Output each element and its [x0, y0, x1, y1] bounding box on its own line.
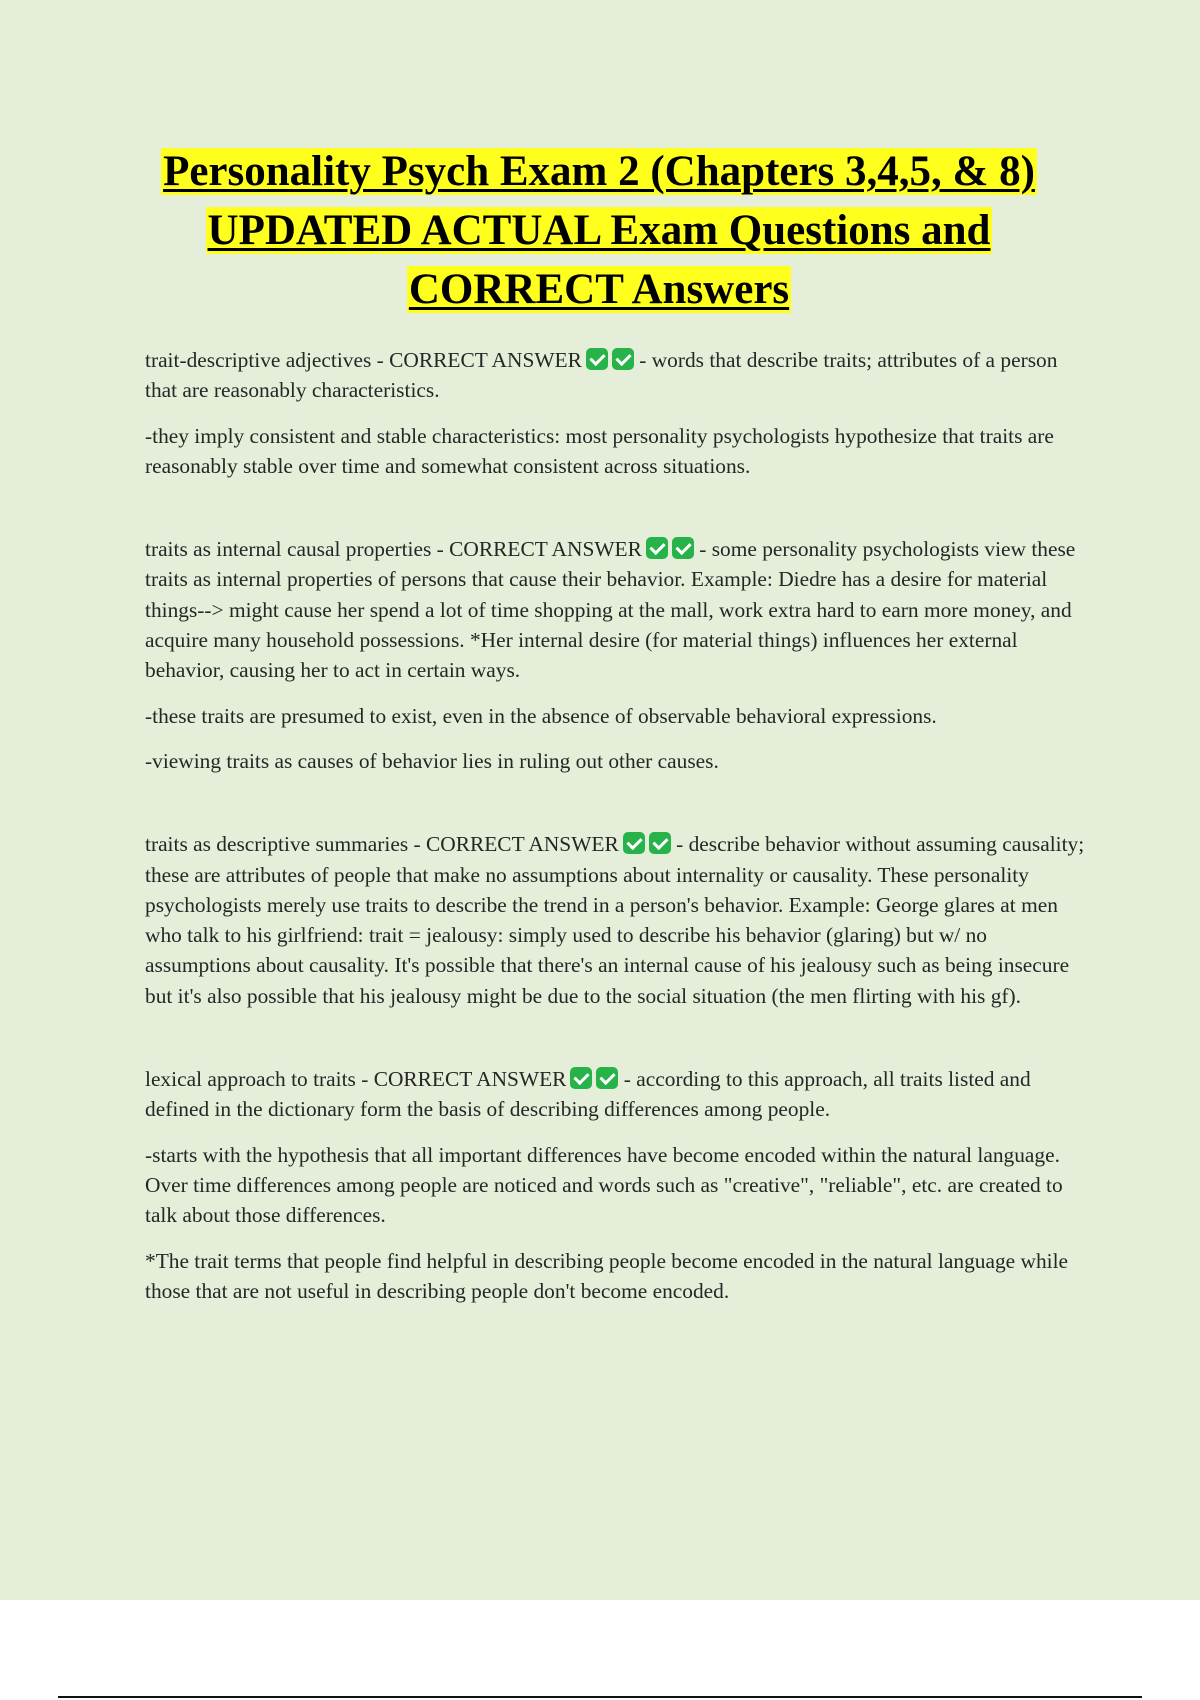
check-mark-icon [596, 1067, 618, 1089]
qa-entry [145, 829, 1085, 1011]
term: traits as internal causal properties [145, 537, 432, 562]
note-paragraph: -starts with the hypothesis that all important differences have become encoded within the natural language. Over time differences among people are noticed and words such as "creative", "reliable", etc. are created to talk about those differences. [145, 1142, 1063, 1228]
definition: describe behavior without assuming causality; these are attributes of people that make no assumptions about internality or causality. These personality psychologists merely use traits to describe the trend in a person's behavior. Example: George glares at men who talk to his girlfriend: trait = jealousy: simply used to describe his behavior (glaring) but w/ no assumptions about causality. It's possible that there's an internal cause of his jealousy such as being insecure but it's also possible that his jealousy might be due to the social situation (the men flirting with his gf). [145, 832, 1085, 1008]
note-paragraph: -viewing traits as causes of behavior lies in ruling out other causes. [145, 748, 719, 773]
document-title [120, 142, 1078, 319]
check-mark-icon [623, 832, 645, 854]
definition: according to this approach, all traits listed and defined in the dictionary form the basis of describing differences among people. [145, 1067, 1031, 1122]
term: traits as descriptive summaries [145, 832, 409, 857]
term: trait-descriptive adjectives [145, 348, 372, 372]
definition: some personality psychologists view these traits as internal properties of persons that cause their behavior. Example: Diedre has a desire for material things--> might cause her spend a lot of time shopping at the mall, work extra hard to earn more money, and acquire many household possessions. *Her internal desire (for material things) influences her external behavior, causing her to act in certain ways. [145, 537, 1076, 683]
check-mark-icon [586, 348, 608, 370]
note-paragraph: -they imply consistent and stable characteristics: most personality psychologists hypothesize that traits are reasonably stable over time and somewhat consistent across situations. [145, 423, 1054, 478]
qa-question-line: lexical approach to traits - CORRECT ANSWER - according to this approach, all traits listed and defined in the dictionary form the basis of describing differences among people. [145, 1067, 1031, 1122]
check-mark-icon [612, 348, 634, 370]
qa-entry [145, 1064, 1085, 1306]
note-paragraph: -these traits are presumed to exist, even in the absence of observable behavioral expressions. [145, 703, 937, 728]
qa-entries [145, 345, 1085, 1306]
qa-question-line: traits as descriptive summaries - CORRECT ANSWER - describe behavior without assuming causality; these are attributes of people that make no assumptions about internality or causality. These personality psychologists merely use traits to describe the trend in a person's behavior. Example: George glares at men who talk to his girlfriend: trait = jealousy: simply used to describe his behavior (glaring) but w/ no assumptions about causality. It's possible that there's an internal cause of his jealousy such as being insecure but it's also possible that his jealousy might be due to the social situation (the men flirting with his gf). [145, 832, 1085, 1008]
note-paragraph: *The trait terms that people find helpful in describing people become encoded in the natural language while those that are not useful in describing people don't become encoded. [145, 1248, 1069, 1303]
definition: words that describe traits; attributes of a person that are reasonably characteristics. [145, 348, 1058, 403]
check-mark-icon [649, 832, 671, 854]
correct-answer-label: CORRECT ANSWER [389, 348, 582, 372]
qa-entry [145, 534, 1085, 776]
correct-answer-label: CORRECT ANSWER [449, 537, 642, 562]
correct-answer-label: CORRECT ANSWER [373, 1067, 567, 1092]
check-mark-icon [672, 537, 694, 559]
term: lexical approach to traits [145, 1067, 356, 1092]
check-mark-icon [646, 537, 668, 559]
correct-answer-label: CORRECT ANSWER [425, 832, 619, 857]
title-highlight: Personality Psych Exam 2 (Chapters 3,4,5, & 8) UPDATED ACTUAL Exam Questions and CORRECT Answers [163, 148, 1035, 313]
footer-divider [58, 1696, 1142, 1698]
qa-question-line: traits as internal causal properties - CORRECT ANSWER - some personality psychologists view these traits as internal properties of persons that cause their behavior. Example: Diedre has a desire for material things--> might cause her spend a lot of time shopping at the mall, work extra hard to earn more money, and acquire many household possessions. *Her internal desire (for material things) influences her external behavior, causing her to act in certain ways. [145, 537, 1076, 683]
check-mark-icon [570, 1067, 592, 1089]
qa-question-line: trait-descriptive adjectives - CORRECT ANSWER - words that describe traits; attributes of a person that are reasonably characteristics. [145, 348, 1058, 403]
qa-entry [145, 345, 1085, 481]
